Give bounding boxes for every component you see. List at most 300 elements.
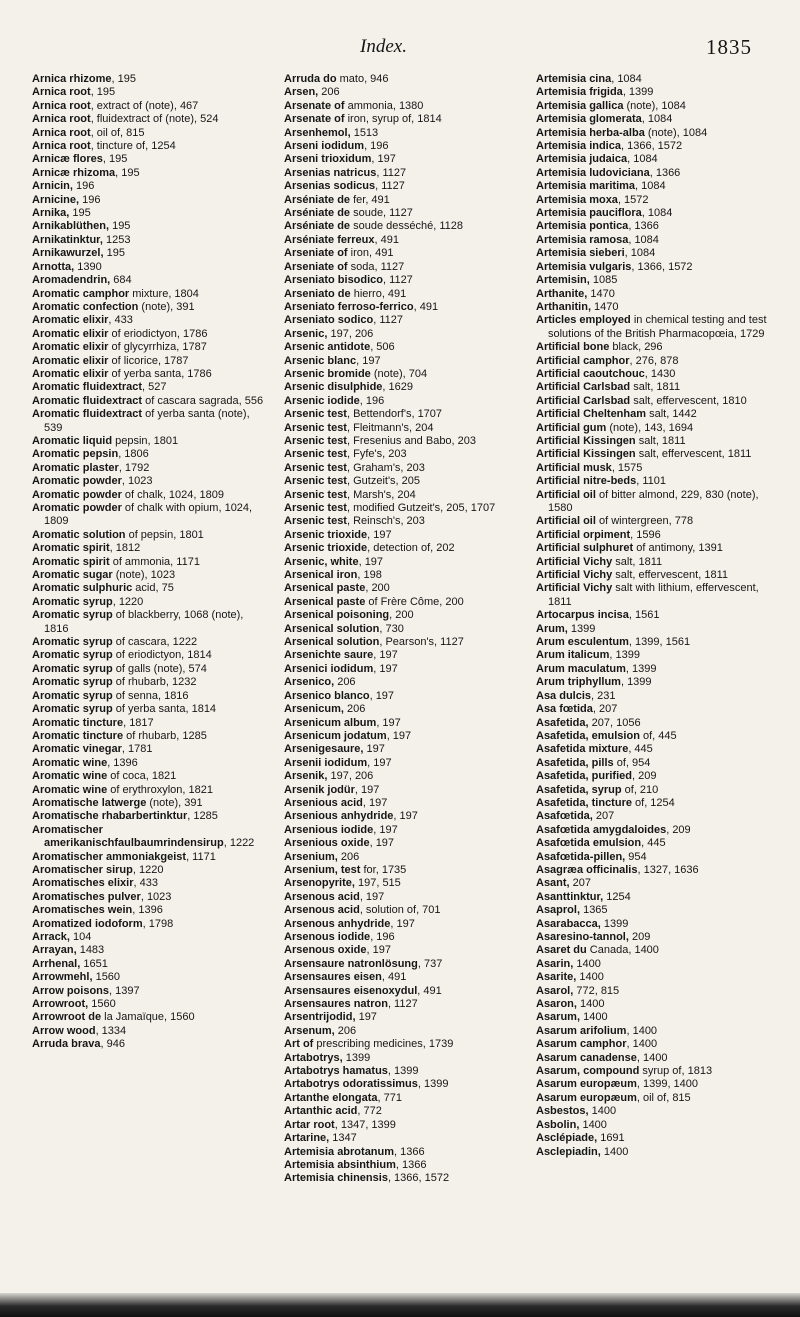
index-entry [32,180,268,193]
index-entry-term: Artemisia pontica [536,220,629,233]
index-entry-term: Arsenic, white [284,555,359,568]
index-entry-term: Asafetida, [536,716,589,729]
index-entry-term: Aromatic wine [32,783,108,796]
index-entry [536,784,782,797]
index-entry [284,1105,530,1118]
index-entry [32,931,268,944]
index-entry [32,891,268,904]
index-entry-rest: , 1399, 1561 [628,636,691,649]
index-entry [32,220,268,233]
index-entry [284,381,530,394]
index-entry [284,797,530,810]
index-entry-term: Artificial oil [536,515,596,528]
index-entry [32,703,268,716]
index-entry-term: Aromatic syrup [32,703,113,716]
index-entry-rest: , 197 [369,689,395,702]
index-entry-term: Arsenic iodide [284,394,360,407]
index-entry-term: Asarin, [536,957,574,970]
index-entry-rest: salt, 1811 [635,434,686,447]
index-entry-rest: , 1171 [186,850,216,863]
index-entry [32,1011,268,1024]
index-entry-rest: fer, 491 [350,193,390,206]
index-entry [536,395,782,408]
index-entry [284,784,530,797]
index-entry [536,355,782,368]
index-entry [284,1172,530,1185]
index-entry [284,167,530,180]
index-entry-term: Arsensaures natron [284,998,388,1011]
index-entry [536,582,782,609]
index-entry-rest: , 197 [366,944,391,957]
index-entry-term: Arseniato ferroso-ferrico [284,300,414,313]
index-entry-rest: , 1127 [387,998,418,1011]
index-entry [284,542,530,555]
index-entry-term: Asarum arifolium [536,1024,627,1037]
index-entry-term: Arsensaures eisen [284,971,382,984]
index-entry-rest: of rhubarb, 1285 [123,729,207,742]
index-entry-term: Aromatic fluidextract [32,394,143,407]
index-entry [32,757,268,770]
index-entry [284,1078,530,1091]
index-entry-rest: 197 [363,743,385,756]
index-entry-term: Asarabacca, [536,917,601,930]
index-entry-rest: , 1101 [636,475,667,488]
index-entry-rest: 684 [110,274,132,287]
index-entry-rest: , Pearson's, 1127 [379,636,464,649]
index-entry-term: Arsenic test [284,515,347,528]
index-entry-term: Arsentrijodid, [284,1011,356,1024]
index-entry [32,86,268,99]
index-entry [536,408,782,421]
index-entry-term: Artemisia glomerata [536,113,642,126]
index-entry [32,435,268,448]
index-entry [284,877,530,890]
index-entry-term: Arsenic test [284,408,347,421]
index-entry-rest: syrup of, 1813 [639,1065,713,1078]
index-entry-term: Aromatic syrup [32,649,113,662]
index-entry-rest: , 195 [102,153,128,166]
index-entry [284,100,530,113]
index-entry-term: Aromatic wine [32,770,108,783]
index-entry-rest: , 433 [133,877,158,890]
index-columns [0,73,800,1253]
index-entry [284,220,530,233]
index-entry-rest: , 1812 [109,542,141,555]
index-entry-rest: , 1396 [107,756,138,769]
index-entry-rest: , 1222 [223,837,255,850]
page-header [0,0,800,60]
index-entry [536,649,782,662]
index-entry [284,314,530,327]
index-entry [284,180,530,193]
index-entry-term: Aromatic elixir [32,327,109,340]
index-entry-term: Arthanite, [536,287,588,300]
index-entry [284,663,530,676]
index-entry-rest: , 1781 [121,743,153,756]
index-entry [32,314,268,327]
index-entry [284,1025,530,1038]
index-entry [536,274,782,287]
index-entry-term: Arnicæ flores [32,153,103,166]
index-entry-term: Aromatic powder [32,475,122,488]
index-entry [32,649,268,662]
index-entry-rest: , 196 [359,394,385,407]
index-entry-rest: 104 [69,931,92,943]
index-entry-term: Arsenous oxide [284,944,367,957]
index-entry-rest: , 1396 [132,904,163,917]
index-entry-rest: of, 1254 [631,796,675,809]
index-entry-rest: of senna, 1816 [112,689,189,702]
index-entry-rest: of pepsin, 1801 [125,528,204,541]
index-entry [536,864,782,877]
index-entry [284,690,530,703]
index-entry-term: Artemisia vulgaris [536,260,632,273]
index-entry [284,113,530,126]
index-entry-rest: , 1400 [626,1038,658,1051]
index-entry [536,475,782,488]
index-entry-rest: , 491 [374,233,399,246]
index-entry-term: Artemisia maritima [536,180,636,193]
index-entry [284,944,530,957]
index-entry-rest: , 1575 [611,461,643,474]
index-entry-term: Artificial orpiment [536,528,631,541]
index-entry-rest: , 491 [381,971,407,984]
index-entry-term: Asarum, compound [536,1065,640,1078]
page-number: 1835 [706,35,752,59]
index-entry-term: Asarum europæum [536,1078,637,1091]
index-entry [284,556,530,569]
index-entry-term: Arséniate ferreux [284,233,375,246]
index-entry-term: Aromatic wine [32,756,108,769]
index-entry-rest: 195 [103,247,125,260]
index-entry-rest: of, 445 [639,729,677,742]
index-entry [536,1011,782,1024]
index-entry [536,1092,782,1105]
index-entry [284,931,530,944]
index-entry-term: Arsenii iodidum [284,756,368,769]
index-entry-rest: , 772 [357,1105,382,1118]
index-entry-term: Arsenic test [284,421,347,434]
index-entry-rest: , 445 [628,743,653,756]
index-entry [32,1025,268,1038]
index-entry-term: Asanttinktur, [536,890,604,903]
index-entry-rest: of antimony, 1391 [633,542,723,555]
index-entry [284,247,530,260]
index-entry-rest: iron, syrup of, 1814 [344,113,442,126]
index-entry-rest: , 1127 [376,166,407,179]
index-entry-term: Aromatic vinegar [32,743,122,756]
index-entry-term: Aromatic syrup [32,662,113,675]
index-entry-rest: , 231 [591,689,616,702]
index-entry-rest: 206 [318,86,340,99]
index-entry-term: Asbolin, [536,1118,580,1131]
index-entry [536,73,782,86]
index-entry [284,958,530,971]
index-entry-rest: 195 [109,220,131,233]
index-entry [32,864,268,877]
index-entry-rest: mato, 946 [336,73,389,85]
index-entry [536,220,782,233]
index-entry-term: Arsenias natricus [284,166,377,179]
index-entry [284,408,530,421]
index-entry-rest: , 433 [108,314,133,327]
index-entry-rest: acid, 75 [132,582,174,595]
index-entry-term: Arnica root [32,86,91,99]
index-entry-term: Arsenias sodicus [284,180,376,193]
index-entry-rest: , detection of, 202 [367,542,455,555]
index-entry [284,1038,530,1051]
index-entry [32,529,268,542]
index-entry-rest: , 491 [413,300,439,313]
index-entry [32,127,268,140]
index-entry-rest: , 1561 [628,609,660,622]
index-entry-term: Artemisia moxa [536,193,618,206]
index-entry [284,515,530,528]
index-entry-term: Asclépiade, [536,1132,598,1145]
index-entry-rest: , 1084 [628,233,659,246]
index-entry-term: Aromatic powder [32,502,122,514]
index-entry [32,904,268,917]
index-entry-term: Aromatic powder [32,488,122,501]
index-entry-rest: of yerba santa (note), 539 [44,408,250,434]
index-entry-term: Arnica rhizome [32,73,112,85]
index-entry [284,475,530,488]
index-entry-term: Asafetida mixture [536,743,629,756]
index-entry [32,542,268,555]
index-entry-rest: , 1366, 1572 [387,1172,450,1185]
index-entry-term: Arum, [536,622,568,635]
index-entry [32,556,268,569]
index-entry-rest: salt, effervescent, 1811 [612,569,728,582]
index-entry-term: Artificial Cheltenham [536,408,647,421]
index-entry [536,86,782,99]
index-entry [32,690,268,703]
index-entry [536,448,782,461]
index-entry [32,663,268,676]
index-entry-term: Arsenical poisoning [284,609,390,622]
index-entry [284,998,530,1011]
index-entry [284,703,530,716]
index-entry-rest: 1253 [102,233,131,246]
index-entry [32,448,268,461]
index-entry [536,904,782,917]
index-entry-term: Arsenik jodür [284,783,355,796]
index-entry [32,261,268,274]
index-entry-term: Artemisia pauciflora [536,207,642,220]
index-entry-rest: , 197 [369,837,395,850]
index-entry-rest: 954 [625,850,647,863]
index-entry-rest: (note), 1084 [623,99,686,112]
index-entry-rest: 196 [79,193,101,206]
index-entry [32,301,268,314]
index-entry-rest: of yerba santa, 1814 [112,703,217,716]
index-entry [536,810,782,823]
index-entry [284,234,530,247]
index-entry-rest: of rhubarb, 1232 [112,676,197,689]
index-entry-rest: 1390 [74,260,102,273]
index-entry-term: Arsenic trioxide [284,542,368,555]
index-entry [32,717,268,730]
index-entry [284,730,530,743]
index-entry [536,127,782,140]
index-entry-term: Arsenious acid [284,796,363,809]
index-entry [32,194,268,207]
index-entry [32,676,268,689]
index-entry-term: Artemisia ludoviciana [536,166,650,179]
index-entry-term: Artabotrys, [284,1051,343,1064]
index-entry-rest: , 1400 [636,1051,668,1064]
index-entry [536,234,782,247]
index-entry-rest: , 197 [373,662,398,675]
index-entry-rest: , 197 [376,716,401,729]
index-entry-term: Arrayan, [32,944,77,957]
index-entry-term: Arnica root [32,113,91,126]
index-entry-rest: 1400 [580,1011,608,1024]
index-entry-rest: , 195 [111,73,136,85]
index-entry-rest: , 209 [631,770,657,783]
index-entry-term: Aromatic elixir [32,341,109,354]
index-entry [32,810,268,823]
index-entry-rest: of licorice, 1787 [108,354,189,367]
index-entry-rest: , 197 [371,153,396,166]
index-entry-term: Arsenum, [284,1024,335,1037]
index-entry-term: Arséniate de [284,220,351,233]
index-entry-term: Artar root [284,1118,335,1131]
index-entry [536,515,782,528]
index-entry-term: Aromatischer sirup [32,863,133,876]
index-entry [32,770,268,783]
index-entry [536,1119,782,1132]
index-entry [536,113,782,126]
index-entry-term: Arsenopyrite, [284,877,355,890]
index-entry-rest: , oil of, 815 [90,126,145,139]
index-entry-term: Aromatic tincture [32,716,124,729]
index-entry [536,770,782,783]
index-entry-term: Arseni trioxidum [284,153,372,166]
index-entry-term: Artemisia frigida [536,86,623,99]
index-entry-term: Arseniate of [284,247,348,260]
index-entry [536,797,782,810]
index-entry [32,569,268,582]
index-entry-term: Arsenic test [284,502,347,514]
index-entry [536,301,782,314]
index-entry-term: Aromatic liquid [32,434,113,447]
index-entry-rest: , 197 [367,528,392,541]
index-entry-term: Artificial Kissingen [536,434,636,447]
index-entry-term: Arsenik, [284,770,328,783]
index-entry-rest: , 1285 [187,810,218,823]
index-entry-term: Asbestos, [536,1105,589,1118]
index-entry [536,1065,782,1078]
index-entry [284,395,530,408]
index-entry-rest: , 197 [362,796,388,809]
index-entry-term: Asafetida, pills [536,756,614,769]
index-entry [284,649,530,662]
index-entry-term: Arsenic test [284,461,347,474]
index-entry-term: Arsenious iodide [284,823,374,836]
index-entry-term: Aromatic spirit [32,542,110,555]
index-entry [32,395,268,408]
index-entry [32,743,268,756]
index-entry-term: Arsenic test [284,434,347,447]
index-entry-rest: , 1334 [95,1024,127,1037]
index-entry-term: Arsenical iron [284,569,358,582]
index-entry-term: Asafetida, tincture [536,796,632,809]
index-entry-rest: , 209 [666,823,691,836]
index-entry-term: Arsenium, [284,850,338,863]
index-entry [32,475,268,488]
index-entry-rest: of yerba santa, 1786 [108,367,212,380]
index-entry-rest: , 1127 [375,180,405,193]
index-entry [284,596,530,609]
index-entry [284,851,530,864]
index-entry-rest: Canada, 1400 [586,944,659,957]
index-entry-term: Artemisia sieberi [536,247,625,260]
index-entry-rest: pepsin, 1801 [112,434,179,447]
index-entry-term: Aromatic syrup [32,689,113,702]
index-entry [536,261,782,274]
index-entry-term: Arsenical paste [284,582,366,595]
index-entry-rest: of erythroxylon, 1821 [107,783,213,796]
index-entry-rest: of bitter almond, 229, 830 (note), 1580 [548,488,759,514]
index-entry-term: Artemisia herba-alba [536,126,645,139]
index-entry-term: Arnicine, [32,193,80,206]
index-entry-term: Arnicæ rhizoma [32,166,116,179]
index-entry-rest: , 1127 [383,274,413,287]
index-entry [536,1038,782,1051]
index-entry [284,837,530,850]
index-entry [32,851,268,864]
index-entry [536,247,782,260]
index-entry [284,153,530,166]
index-entry [284,1092,530,1105]
index-entry [32,274,268,287]
index-entry-rest: , 1220 [132,863,164,876]
index-entry [536,1052,782,1065]
index-entry-rest: , 196 [364,140,389,153]
index-entry-term: Artemisia abrotanum [284,1145,395,1158]
index-entry [284,1052,530,1065]
index-entry [536,717,782,730]
index-entry-rest: , 1399 [622,86,654,99]
index-entry-rest: 197, 206 [327,770,374,783]
index-entry-term: Asclepiadin, [536,1145,601,1158]
index-entry [536,314,782,341]
index-entry [32,971,268,984]
index-entry-rest: , solution of, 701 [359,904,441,917]
index-entry-term: Arseniato sodico [284,314,374,327]
index-entry-rest: of Frère Côme, 200 [365,595,464,608]
index-entry-term: Artificial Vichy [536,569,613,582]
index-entry-rest: , 1084 [627,153,658,166]
index-entry-term: Aromatic sugar [32,569,113,582]
index-entry-term: Arnika, [32,207,70,220]
index-entry-rest: 207 [569,877,592,890]
index-entry [32,462,268,475]
index-entry [536,207,782,220]
index-entry-term: Asarum canadense [536,1051,637,1064]
index-entry [536,1132,782,1145]
index-entry [284,301,530,314]
index-entry [284,462,530,475]
index-entry [284,194,530,207]
index-entry-term: Artificial camphor [536,354,630,367]
index-entry-rest: 772, 815 [573,984,620,997]
index-entry-term: Artemisia ramosa [536,233,629,246]
index-entry [536,167,782,180]
index-entry-rest: for, 1735 [360,863,407,876]
index-entry [284,810,530,823]
